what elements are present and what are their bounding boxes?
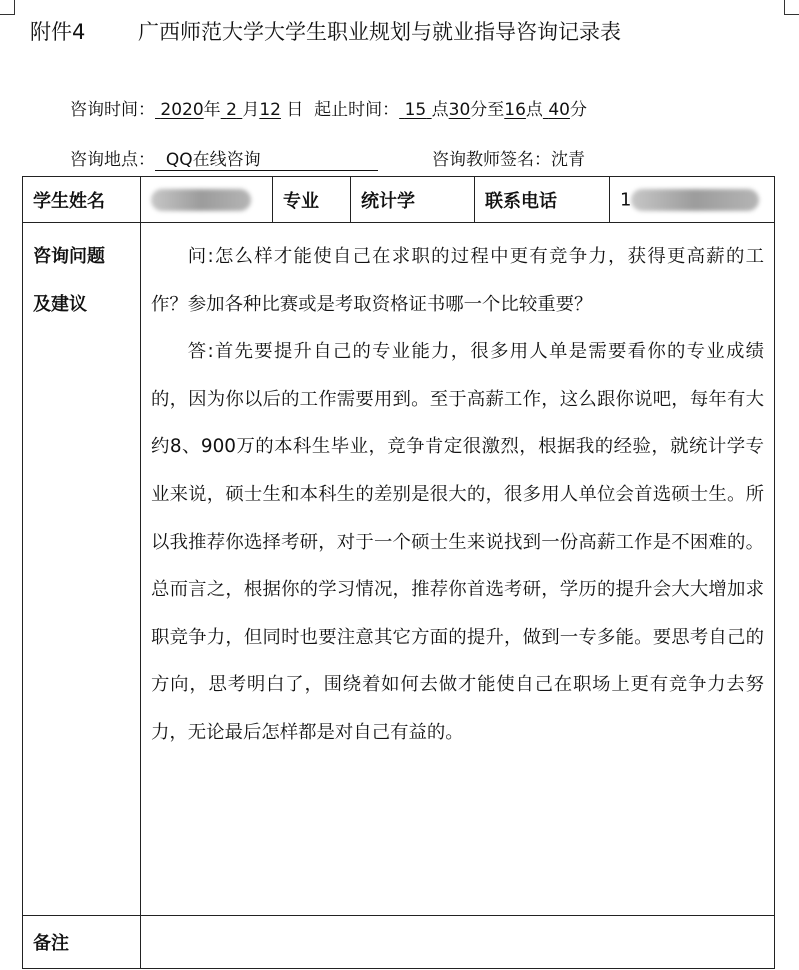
consult-place-line: 咨询地点： QQ在线咨询 咨询教师签名：沈青 (70, 150, 585, 170)
redacted-phone (631, 189, 759, 211)
page-corner-mark (784, 0, 799, 15)
student-name-label: 学生姓名 (23, 177, 141, 223)
consult-year: 2020 (160, 100, 204, 120)
redacted-name (151, 189, 251, 211)
answer-text: 答:首先要提升自己的专业能力，很多用人单是需要看你的专业成绩的，因为你以后的工作需要用到。至于高薪工作，这么跟你说吧，每年有大约8、900万的本科生毕业，竞争肯定很激烈，根据我的经验，就统计学专业来说，硕士生和本科生的差别是很大的，很多用人单位会首选硕士生。所以我推荐你选择考研，对于一个硕士生来说找到一份高薪工作是不困难的。总而言之，根据你的学习情况，推荐你首选考研，学历的提升会大大增加求职竞争力，但同时也要注意其它方面的提升，做到一专多能。要思考自己的方向，思考明白了，围绕着如何去做才能使自己在职场上更有竞争力去努力，无论最后怎样都是对自己有益的。 (151, 341, 764, 743)
end-hour: 16 (504, 100, 526, 120)
place-field: QQ在线咨询 (155, 150, 378, 171)
end-minute: 40 (548, 100, 570, 120)
phone-value: 1 (610, 177, 775, 223)
consult-time-line: 咨询时间： 2020年 2 月12 日 起止时间： 15 点30分至16点 40分 (70, 100, 587, 120)
question-label: 咨询问题 及建议 (23, 223, 141, 916)
remarks-row (23, 916, 775, 969)
consult-month: 2 (226, 100, 237, 120)
teacher-signature: 沈青 (551, 150, 585, 170)
major-label: 专业 (273, 177, 351, 223)
question-content (141, 223, 775, 916)
major-value: 统计学 (351, 177, 475, 223)
question-text: 问:怎么样才能使自己在求职的过程中更有竞争力，获得更高薪的工作？参加各种比赛或是考取资格证书哪一个比较重要？ (151, 246, 764, 315)
remarks-label: 备注 (23, 916, 141, 969)
consult-day: 12 (259, 100, 281, 120)
start-minute: 30 (448, 100, 471, 120)
phone-label: 联系电话 (475, 177, 610, 223)
student-info-row (23, 177, 775, 223)
annex-label: 附件4 (30, 20, 86, 44)
question-row (23, 223, 775, 916)
start-hour: 15 (404, 100, 427, 120)
remarks-value (141, 916, 775, 969)
form-title: 广西师范大学大学生职业规划与就业指导咨询记录表 (138, 20, 621, 44)
student-name-value (141, 177, 273, 223)
document-title (30, 16, 621, 46)
consult-record-table (22, 176, 775, 969)
page-corner-mark (0, 0, 15, 15)
